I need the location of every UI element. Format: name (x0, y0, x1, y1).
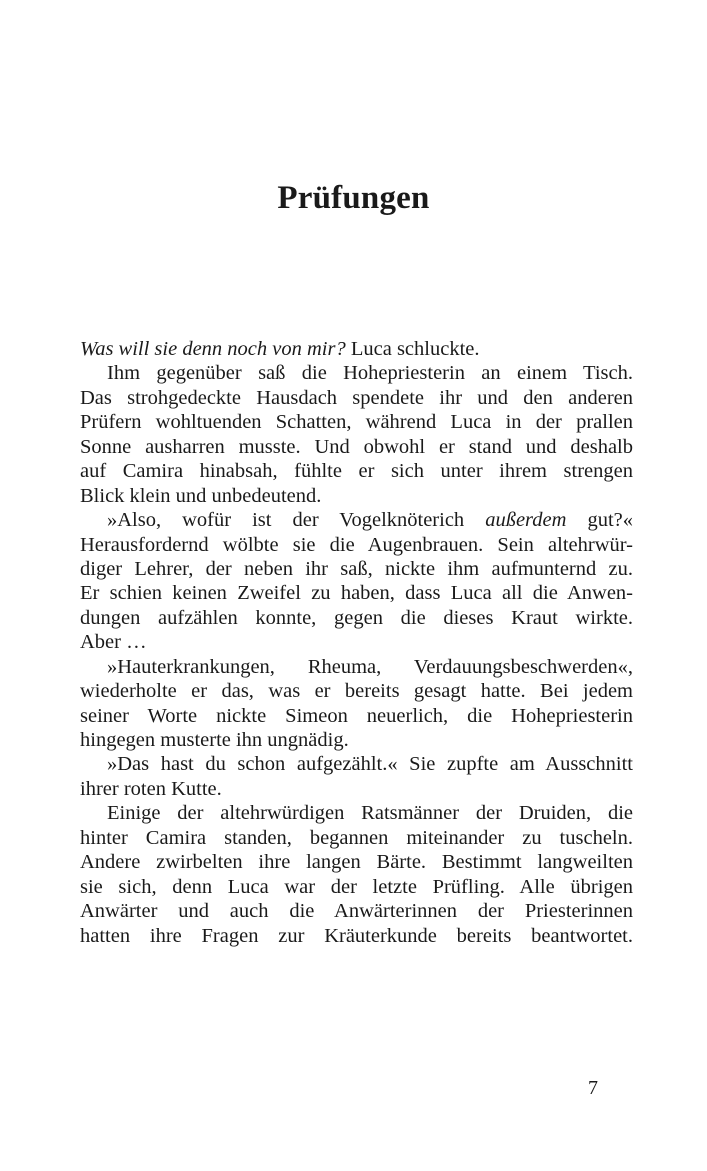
text-span: Blick klein und unbedeutend. (80, 484, 322, 507)
text-line (80, 899, 633, 923)
text-span: Aber … (80, 631, 147, 654)
text-span: seiner Worte nickte Simeon neuerlich, die Hohepriesterin (80, 704, 633, 727)
text-line (80, 484, 633, 508)
text-span: dungen aufzählen konnte, gegen die dieses Kraut wirkte. (80, 606, 633, 629)
text-line (80, 924, 633, 948)
text-line (80, 826, 633, 850)
text-span: »Hauterkrankungen, Rheuma, Verdauungsbeschwerden«, (107, 655, 633, 678)
text-line (80, 752, 633, 776)
text-line (80, 850, 633, 874)
text-span: sie sich, denn Luca war der letzte Prüfling. Alle übrigen (80, 875, 633, 898)
text-line (80, 581, 633, 605)
text-span: Herausfordernd wölbte sie die Augenbrauen. Sein altehrwür- (80, 533, 633, 556)
text-line (80, 801, 633, 825)
text-span: Einige der altehrwürdigen Ratsmänner der Druiden, die (107, 802, 633, 825)
text-span: diger Lehrer, der neben ihr saß, nickte ihm aufmunternd zu. (80, 557, 633, 580)
text-span: ihrer roten Kutte. (80, 777, 222, 800)
text-span: Ihm gegenüber saß die Hohepriesterin an einem Tisch. (107, 362, 633, 385)
text-span: »Also, wofür ist der Vogelknöterich (107, 509, 486, 532)
text-line (80, 728, 633, 752)
text-span: Sonne ausharren musste. Und obwohl er stand und deshalb (80, 435, 633, 458)
chapter-title: Prüfungen (277, 180, 430, 217)
text-span: gut?« (566, 509, 634, 532)
text-line (80, 459, 633, 483)
text-span: hingegen musterte ihn ungnädig. (80, 729, 349, 751)
text-span: wiederholte er das, was er bereits gesagt hatte. Bei jedem (80, 680, 633, 703)
page-number: 7 (588, 1077, 598, 1099)
text-line (80, 777, 633, 801)
text-span: hinter Camira standen, begannen miteinander zu tuscheln. (80, 826, 633, 849)
text-span: Er schien keinen Zweifel zu haben, dass Luca all die Anwen- (80, 582, 633, 605)
text-span: hatten ihre Fragen zur Kräuterkunde bereits beantwortet. (80, 924, 633, 947)
text-line (80, 630, 633, 654)
text-line (80, 533, 633, 557)
text-span: Prüfern wohltuenden Schatten, während Luca in der prallen (80, 411, 633, 434)
italic-text-span: außerdem (485, 509, 567, 532)
text-line (80, 435, 633, 459)
chapter-body-text (80, 337, 633, 948)
text-line (80, 655, 633, 679)
text-line (80, 679, 633, 703)
text-span: Das strohgedeckte Hausdach spendete ihr und den anderen (80, 386, 633, 409)
text-line (80, 386, 633, 410)
text-span: »Das hast du schon aufgezählt.« Sie zupfte am Ausschnitt (107, 753, 633, 776)
text-line (80, 704, 633, 728)
text-line (80, 361, 633, 385)
text-line (80, 875, 633, 899)
text-line (80, 410, 633, 434)
text-line (80, 606, 633, 630)
text-span: Anwärter und auch die Anwärterinnen der Priesterinnen (80, 900, 633, 923)
italic-text-span: Was will sie denn noch von mir? (80, 338, 346, 360)
text-line (80, 508, 633, 532)
text-span: Andere zwirbelten ihre langen Bärte. Bestimmt langweilten (80, 851, 633, 874)
text-line (80, 557, 633, 581)
text-span: auf Camira hinabsah, fühlte er sich unter ihrem strengen (80, 460, 633, 483)
text-line (80, 337, 633, 361)
text-span: Luca schluckte. (345, 338, 480, 360)
